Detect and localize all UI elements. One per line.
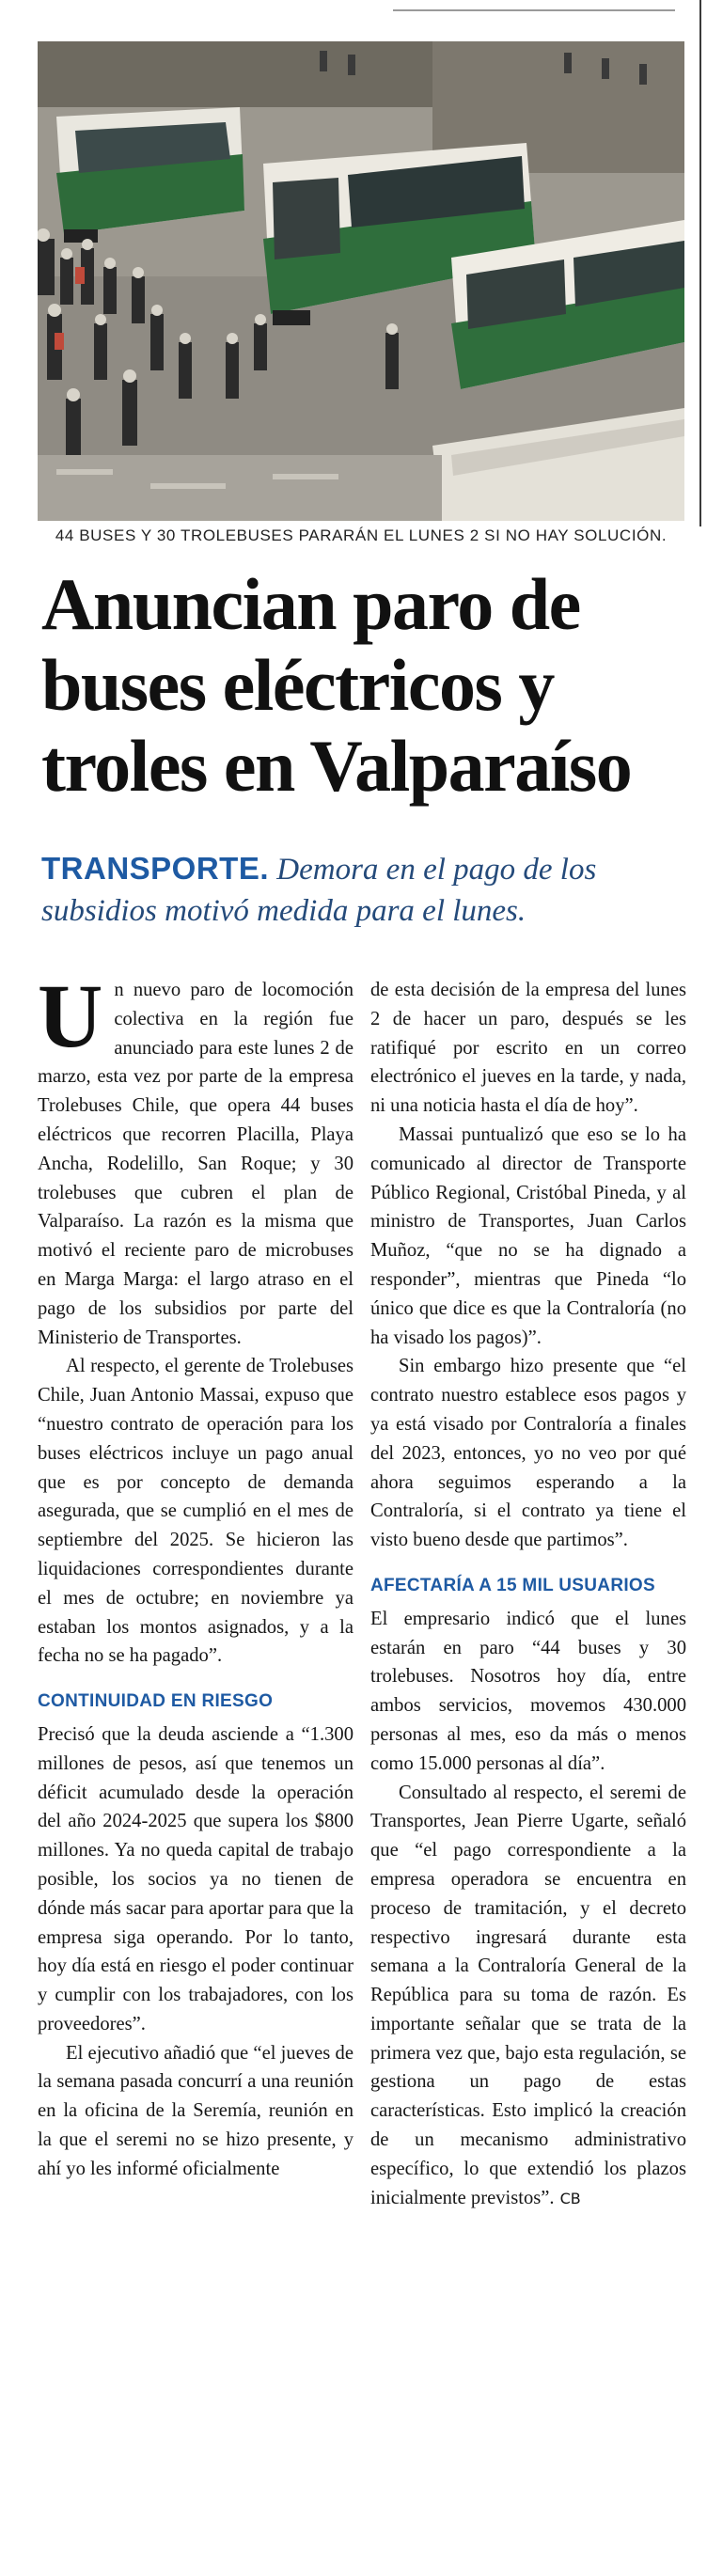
news-photo — [38, 41, 684, 521]
paragraph — [370, 1779, 686, 2214]
paragraph-text: n nuevo paro de locomoción colectiva en la región fue anunciado para este lunes 2 de marzo, esta vez por parte de la empresa Trolebuses Chile, que opera 44 buses eléctricos que recorren Placilla, Playa Ancha, Rodelillo, San Roque; y 30 trolebuses que cubren el plan de Valparaíso. La razón es la misma que motivó el reciente paro de microbuses en Marga Marga: el largo atraso en el pago de los subsidios por parte del Ministerio de Transportes. — [38, 980, 354, 1348]
headline: Anuncian paro de buses eléctricos y troles en Valparaíso — [41, 563, 632, 807]
column-edge-rule — [699, 0, 701, 526]
paragraph: Precisó que la deuda asciende a “1.300 millones de pesos, así que tenemos un déficit acumulado desde la operación del año 2024-2025 que supera los $800 millones. Ya no queda capital de trabajo posible, los socios ya no tienen de dónde más sacar para aportar para que la empresa siga operando. Por lo tanto, hoy día está en riesgo el poder continuar y cumplir con los trabajadores, con los proveedores”. — [38, 1723, 354, 2034]
subheading: AFECTARÍA A 15 MIL USUARIOS — [370, 1575, 655, 1595]
drop-cap: U — [38, 966, 103, 1066]
deck — [41, 848, 690, 932]
paragraph: Massai puntualizó que eso se lo ha comunicado al director de Transporte Público Regional, Cristóbal Pineda, y al ministro de Transportes, Juan Carlos Muñoz, “que no se ha dignado a responder”, mientras que Pineda “lo único que dice es que la Contraloría (no ha visado los pagos)”. — [370, 1123, 686, 1348]
paragraph: El empresario indicó que el lunes estarán en paro “44 buses y 30 trolebuses. Nosotros hoy día, entre ambos servicios, movemos 430.000 personas al mes, eso da más o menos como 15.000 personas al día”. — [370, 1608, 686, 1774]
paragraph: Sin embargo hizo presente que “el contrato nuestro establece esos pagos y ya está visado por Contraloría a finales del 2023, entonces, yo no veo por qué ahora seguimos esperando a la Contraloría, si el contrato ya tiene el visto bueno desde que partimos”. — [370, 1356, 686, 1551]
end-mark-icon: CB — [559, 2189, 581, 2207]
paragraph: de esta decisión de la empresa del lunes 2 de hacer un paro, después se les ratifiqué por escrito en un correo electrónico el jueves en la tarde, y nada, ni una noticia hasta el día de hoy”. — [370, 980, 686, 1117]
article-column-1 — [38, 966, 354, 2184]
section-kicker: TRANSPORTE. — [41, 851, 270, 886]
deck-text: Demora en el pago de los subsidios motivó medida para el lunes. — [41, 853, 597, 928]
photo-caption: 44 BUSES Y 30 TROLEBUSES PARARÁN EL LUNES 2 SI NO HAY SOLUCIÓN. — [55, 526, 668, 544]
article-column-2 — [370, 976, 686, 2213]
paragraph-text: Consultado al respecto, el seremi de Transportes, Jean Pierre Ugarte, señaló que “el pago correspondiente a la empresa operadora se encuentra en proceso de tramitación, y el decreto respectivo ingresará durante esta semana a la Contraloría General de la República para su toma de razón. Es importante señalar que se trata de la primera vez que, bajo esta regulación, se gestiona un pago de estas características. Esto implicó la creación de un mecanismo administrativo específico, lo que extendió los plazos inicialmente previstos”. — [370, 1782, 686, 2208]
subheading: CONTINUIDAD EN RIESGO — [38, 1691, 274, 1712]
paragraph — [38, 966, 354, 1352]
paragraph: El ejecutivo añadió que “el jueves de la semana pasada concurrí a una reunión en la oficina de la Seremía, reunión en la que el seremi no se hizo presente, y ahí yo les informé oficialmente — [38, 2042, 354, 2179]
top-rule — [393, 9, 675, 11]
paragraph: Al respecto, el gerente de Trolebuses Chile, Juan Antonio Massai, expuso que “nuestro contrato de operación para los buses eléctricos incluye un pago anual que es por concepto de demanda asegurada, que se cumplió en el mes de septiembre del 2025. Se hicieron las liquidaciones correspondientes durante el mes de octubre; en noviembre ya estaban los montos asignados, y a la fecha no se ha pagado”. — [38, 1356, 354, 1667]
